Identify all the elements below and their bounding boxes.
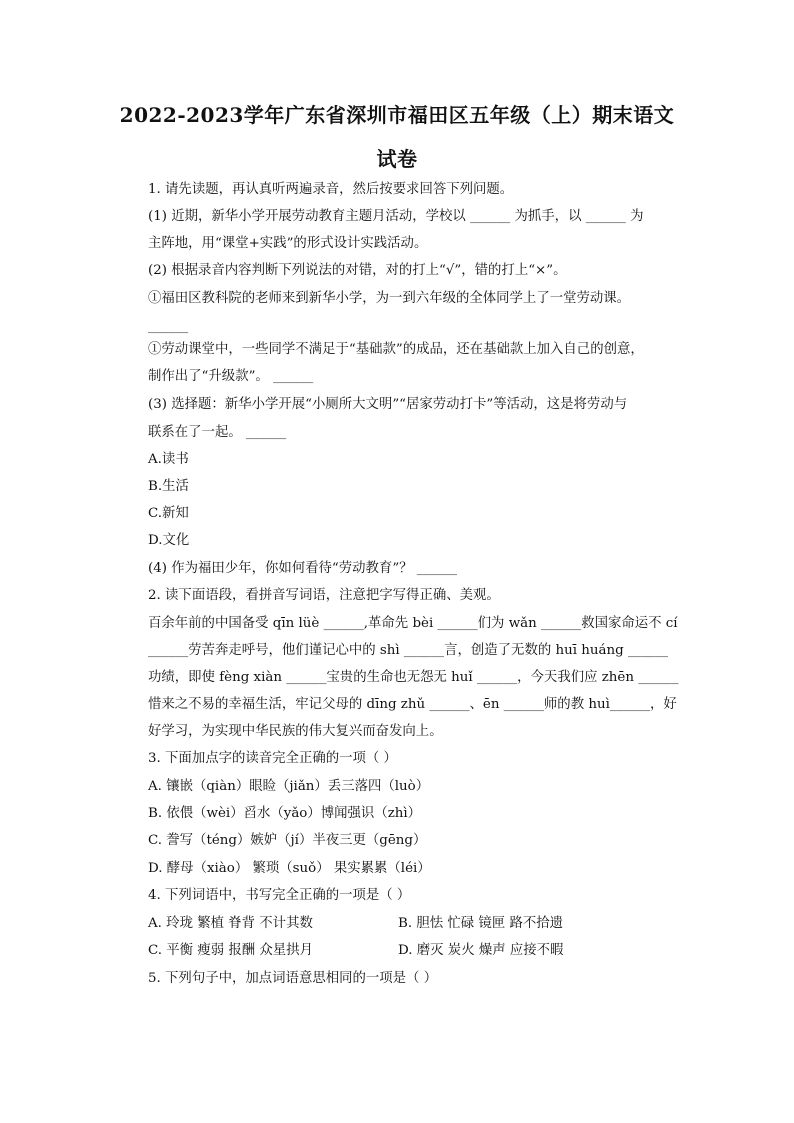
text-line: (1) 近期，新华小学开展劳动教育主题月活动，学校以 ______ 为抓手，以 ______ 为 xyxy=(148,209,644,224)
text-line: A.读书 xyxy=(148,452,189,467)
text-line: A. 镶嵌（qiàn）眼睑（jiǎn）丢三落四（luò） xyxy=(148,779,430,794)
q4-option-b: B. 胆怯 忙碌 镜匣 路不拾遗 xyxy=(398,916,564,931)
text-line: ①劳动课堂中，一些同学不满足于“基础款”的成品，还在基础款上加入自己的创意， xyxy=(148,342,644,357)
text-line: 2. 读下面语段，看拼音写词语，注意把字写得正确、美观。 xyxy=(148,588,500,603)
text-line: 百余年前的中国备受 qīn lüè ______,革命先 bèi ______们为 wǎn ______救国家命运不 cí xyxy=(148,616,678,631)
page-title-continued: 试卷 xyxy=(376,147,418,171)
text-line: 主阵地，用“课堂+实践”的形式设计实践活动。 xyxy=(148,236,428,251)
text-line: ______劳苦奔走呼号，他们谨记心中的 shì ______言，创造了无数的 huī huáng ______ xyxy=(148,643,669,658)
text-line: ①福田区教科院的老师来到新华小学，为一到六年级的全体同学上了一堂劳动课。 xyxy=(148,291,631,306)
text-line: (4) 作为福田少年，你如何看待“劳动教育”？ ______ xyxy=(148,561,457,576)
text-line: 好学习，为实现中华民族的伟大复兴而奋发向上。 xyxy=(148,724,443,739)
text-line: B.生活 xyxy=(148,479,189,494)
text-line: B. 依偎（wèi）舀水（yǎo）博闻强识（zhì） xyxy=(148,806,422,821)
page-title: 2022-2023学年广东省深圳市福田区五年级（上）期末语文 xyxy=(119,103,675,127)
text-line: 4. 下列词语中，书写完全正确的一项是（ ） xyxy=(148,888,411,903)
text-line: 惜来之不易的幸福生活，牢记父母的 dīng zhǔ ______、ēn ______师的教 huì______，好 xyxy=(148,697,677,712)
question-5: 5. 下列句子中，加点词语意思相同的一项是（ ） xyxy=(148,971,438,986)
text-line: 制作出了“升级款”。 ______ xyxy=(148,369,314,384)
q4-option-d: D. 磨灭 炭火 燥声 应接不暇 xyxy=(398,943,564,958)
text-line: (3) 选择题：新华小学开展“小厕所大文明”“居家劳动打卡”等活动，这是将劳动与 xyxy=(148,397,628,412)
text-line: ______ xyxy=(148,319,189,334)
text-line: C.新知 xyxy=(148,506,189,521)
text-line: 1. 请先读题，再认真听两遍录音，然后按要求回答下列问题。 xyxy=(148,182,514,197)
text-line: 联系在了一起。 ______ xyxy=(148,425,287,440)
text-line: 3. 下面加点字的读音完全正确的一项（ ） xyxy=(148,751,397,766)
text-line: (2) 根据录音内容判断下列说法的对错，对的打上“√”，错的打上“×”。 xyxy=(148,263,567,278)
q4-option-c: C. 平衡 瘦弱 报酬 众星拱月 xyxy=(148,943,313,958)
text-line: D.文化 xyxy=(148,533,190,548)
q4-option-a: A. 玲珑 繁植 脊背 不计其数 xyxy=(148,916,313,931)
text-line: D. 酵母（xiào） 繁琐（suǒ） 果实累累（léi） xyxy=(148,861,431,876)
text-line: C. 誊写（téng）嫉妒（jí）半夜三更（gēng） xyxy=(148,833,427,848)
text-line: 功绩，即使 fèng xiàn ______宝贵的生命也无怨无 huǐ ______，今天我们应 zhēn ______ xyxy=(148,670,679,685)
